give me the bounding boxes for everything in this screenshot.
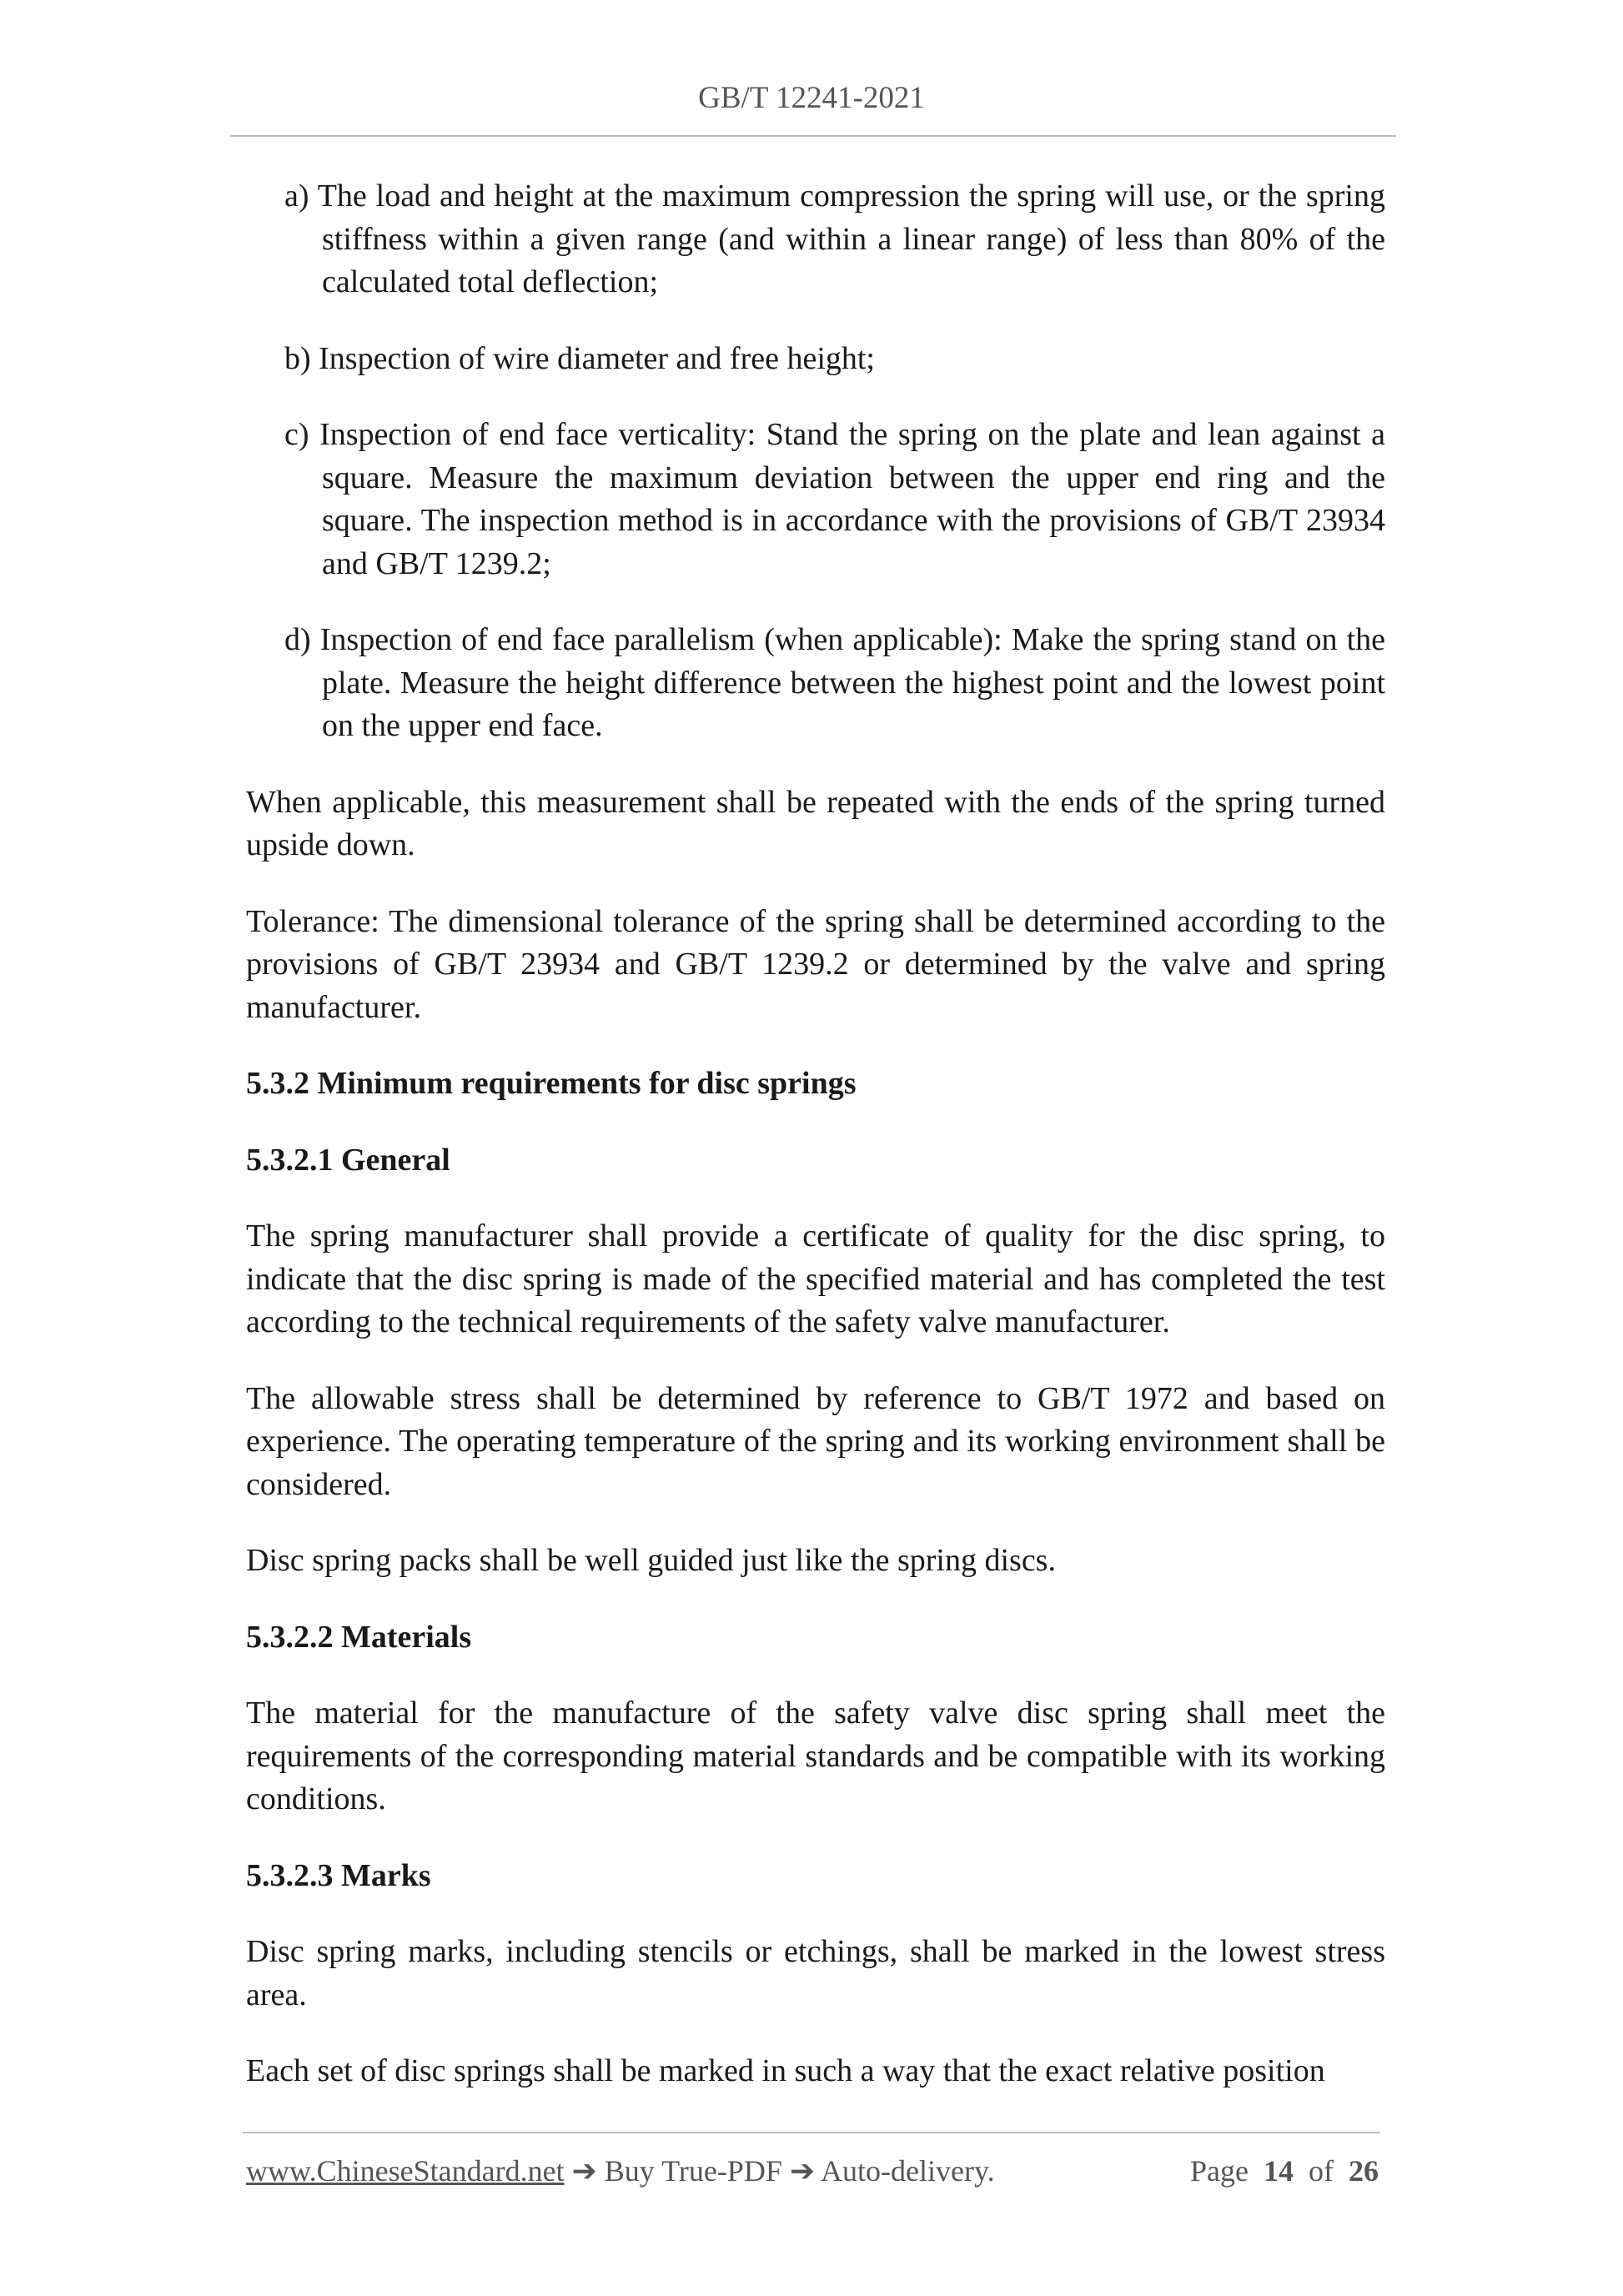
paragraph-marks: Disc spring marks, including stencils or etchings, shall be marked in the lowest stress area. (246, 1934, 1385, 2012)
paragraph-tolerance: Tolerance: The dimensional tolerance of the spring shall be determined according to the provisions of GB/T 23934 and GB/T 1239.2 or determined by the valve and spring manufacturer. (246, 903, 1385, 1025)
page-label: Page (1190, 2154, 1249, 2188)
section-heading-5-3-2-1: 5.3.2.1 General (246, 1142, 450, 1178)
list-item-d: d) Inspection of end face parallelism (when applicable): Make the spring stand on the plate. Measure the height difference between the highest point and the lowest point on the upper end face. (284, 622, 1385, 743)
website-link[interactable]: www.ChineseStandard.net (246, 2154, 565, 2188)
page-number: 14 (1264, 2154, 1294, 2188)
list-item-c: c) Inspection of end face verticality: Stand the spring on the plate and lean against a square. Measure the maximum deviation between the upper end ring and the square. The inspection method is in accordance with the provisions of GB/T 23934 and GB/T 1239.2; (284, 417, 1385, 581)
auto-delivery-text: Auto-delivery. (821, 2154, 995, 2188)
paragraph-material: The material for the manufacture of the safety valve disc spring shall meet the requirements of the corresponding material standards and be compatible with its working conditions. (246, 1696, 1385, 1816)
arrow-right-icon: ➔ (789, 2154, 816, 2188)
list-item-a: a) The load and height at the maximum compression the spring will use, or the spring stiffness within a given range (and within a linear range) of less than 80% of the calculated total deflection; (284, 178, 1385, 299)
list-item-b: b) Inspection of wire diameter and free height; (284, 340, 875, 376)
section-heading-5-3-2-2: 5.3.2.2 Materials (246, 1619, 472, 1655)
buy-true-pdf-text: Buy True-PDF (604, 2154, 782, 2188)
footer-divider (243, 2132, 1380, 2133)
arrow-right-icon: ➔ (571, 2154, 597, 2188)
document-header-title: GB/T 12241-2021 (698, 81, 925, 115)
document-body (246, 175, 1385, 2127)
paragraph-repeat-measurement: When applicable, this measurement shall be repeated with the ends of the spring turned upside down. (246, 784, 1385, 862)
paragraph-certificate: The spring manufacturer shall provide a certificate of quality for the disc spring, to indicate that the disc spring is made of the specified material and has completed the test according to the technical requirements of the safety valve manufacturer. (246, 1218, 1385, 1339)
section-heading-5-3-2-3: 5.3.2.3 Marks (246, 1857, 431, 1893)
section-heading-5-3-2: 5.3.2 Minimum requirements for disc springs (246, 1066, 857, 1101)
paragraph-allowable-stress: The allowable stress shall be determined by reference to GB/T 1972 and based on experience. The operating temperature of the spring and its working environment shall be considered. (246, 1380, 1385, 1502)
footer-promo (246, 2153, 995, 2188)
of-label: of (1309, 2154, 1334, 2188)
paragraph-each-set: Each set of disc springs shall be marked in such a way that the exact relative position (246, 2053, 1325, 2088)
total-pages: 26 (1349, 2154, 1379, 2188)
paragraph-guided: Disc spring packs shall be well guided just like the spring discs. (246, 1543, 1056, 1578)
header-divider (230, 135, 1396, 137)
page-indicator (1190, 2153, 1379, 2188)
